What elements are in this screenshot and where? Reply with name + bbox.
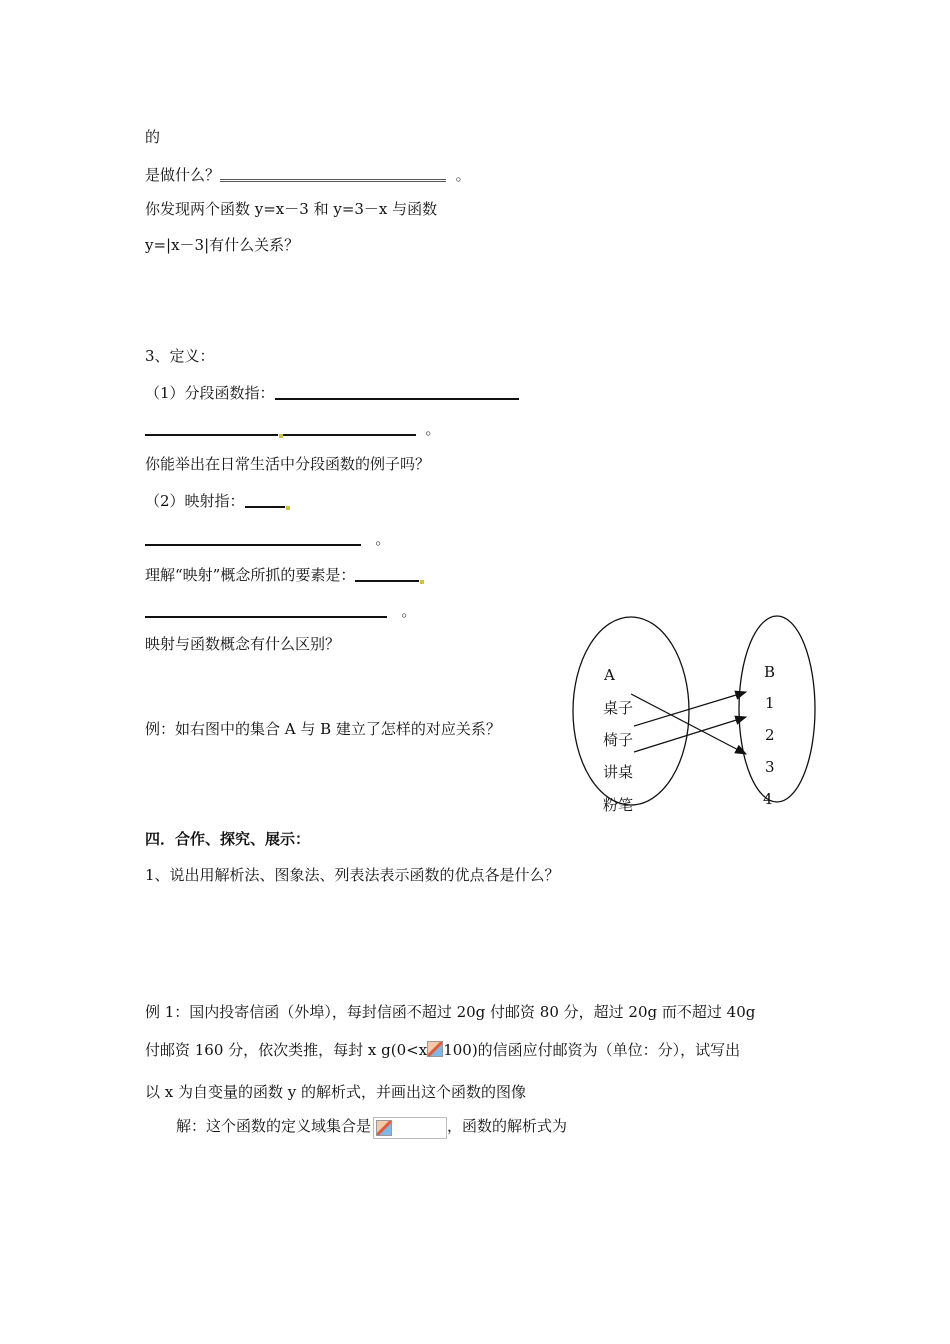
set-a-item: 桌子 [603,699,634,717]
answer-blank[interactable] [220,163,446,182]
mark-icon [286,506,290,510]
set-b-item: 1 [765,694,775,712]
example-text: 例：如右图中的集合 A 与 B 建立了怎样的对应关系？ [145,720,501,738]
mapping-diagram [560,600,830,820]
answer-line: 。 [145,418,441,439]
set-a-label: A [604,666,615,684]
answer-blank[interactable] [283,418,416,436]
answer-blank[interactable] [245,490,285,508]
set-a-item: 椅子 [603,731,634,749]
set-b-ellipse [739,616,815,802]
domain-formula-box [373,1117,447,1139]
text-line: 你发现两个函数 y=x－3 和 y=3－x 与函数 [145,200,438,218]
set-b-label: B [764,663,776,681]
question-line: 是做什么？ 。 [145,163,471,185]
example-line: 以 x 为自变量的函数 y 的解析式，并画出这个函数的图像 [145,1083,527,1101]
answer-blank[interactable] [275,382,519,400]
mapping-arrow [634,717,746,752]
set-b-item: 3 [765,758,775,776]
formula-image-icon [376,1120,392,1136]
solution-line: 解：这个函数的定义域集合是 ，函数的解析式为 [176,1116,567,1139]
answer-blank[interactable] [145,600,387,618]
mark-icon [420,580,424,584]
answer-line: 。 [145,600,416,621]
example-line: 付邮资 160 分，依次类推，每封 x g(0<x 100)的信函应付邮资为（单位：分），试写出 [145,1041,741,1059]
answer-blank[interactable] [355,564,419,582]
leq-symbol-icon [427,1041,443,1057]
mapping-definition: （2）映射指： [145,490,290,511]
question-line: 1、说出用解析法、图象法、列表法表示函数的优点各是什么？ [145,866,560,884]
mapping-elements: 理解“映射”概念所抓的要素是： [145,564,424,585]
answer-blank[interactable] [145,418,278,436]
example-line: 例 1：国内投寄信函（外埠），每封信函不超过 20g 付邮资 80 分，超过 20g 而不超过 40g [145,1003,756,1021]
set-a-item: 讲桌 [603,763,634,781]
text-line: 的 [145,128,161,146]
set-b-item: 4 [763,790,773,808]
set-b-item: 2 [765,726,775,744]
text-line: 你能举出在日常生活中分段函数的例子吗？ [145,455,431,473]
answer-blank[interactable] [145,528,361,546]
set-a-item: 粉笔 [603,796,634,814]
piecewise-definition: （1）分段函数指： [145,382,519,403]
text-line: y=|x－3|有什么关系？ [145,236,300,254]
section-heading: 3、定义： [145,347,215,365]
mapping-arrow [634,692,746,726]
text-line: 映射与函数概念有什么区别？ [145,635,341,653]
answer-line: 。 [145,528,390,549]
section-heading: 四．合作、探究、展示： [145,830,311,848]
